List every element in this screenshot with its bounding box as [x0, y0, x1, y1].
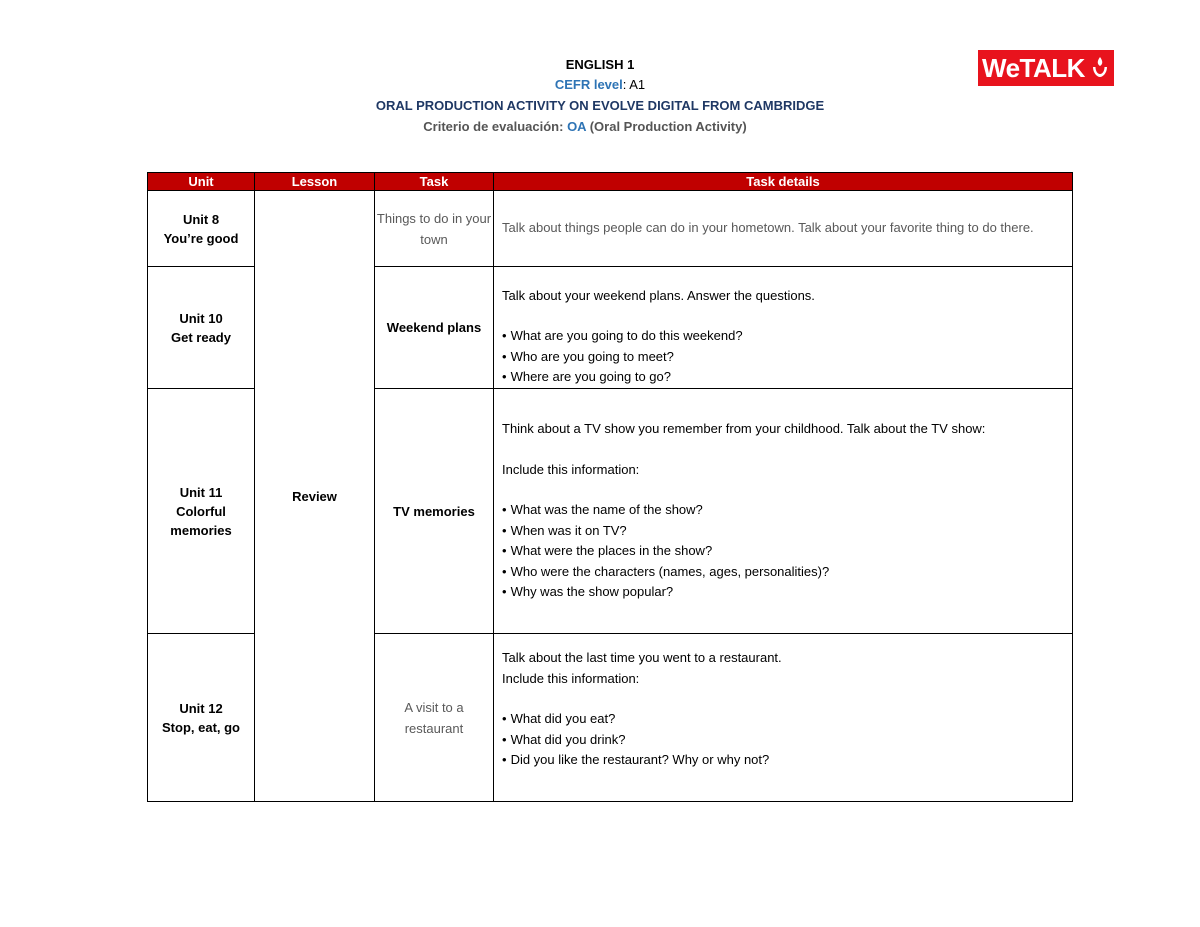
cefr-level-value: A1 — [629, 77, 646, 92]
criteria-description: (Oral Production Activity) — [589, 119, 747, 134]
lesson-label: Review — [292, 488, 337, 504]
unit-title: Colorful — [176, 503, 226, 519]
activity-table — [147, 172, 1073, 802]
task-label: Things to do in your town — [376, 210, 492, 247]
unit-number: Unit 10 — [179, 310, 223, 326]
cefr-level-label: CEFR level — [554, 77, 623, 92]
column-header-unit: Unit — [148, 173, 255, 191]
unit-cell — [148, 389, 255, 634]
unit-number: Unit 11 — [179, 484, 223, 500]
unit-title: You’re good — [163, 230, 239, 246]
question-bullet: • Where are you going to go? — [502, 367, 1064, 388]
wetalk-logo — [978, 50, 1114, 86]
task-details-text: Talk about things people can do in your hometown. Talk about your favorite thing to do there. — [502, 220, 1034, 236]
question-bullet: • What were the places in the show? — [502, 541, 1064, 562]
lesson-cell — [255, 191, 375, 802]
activity-title: ORAL PRODUCTION ACTIVITY ON EVOLVE DIGITAL FROM CAMBRIDGE — [375, 98, 825, 113]
question-bullet: • Why was the show popular? — [502, 582, 1064, 603]
task-cell — [375, 389, 494, 634]
unit-number: Unit 12 — [179, 700, 223, 716]
evaluation-criteria — [0, 117, 1200, 137]
task-label: TV memories — [393, 503, 475, 519]
question-bullet: • What did you eat? — [502, 709, 1064, 730]
task-details-cell — [494, 267, 1073, 389]
column-header-task-details: Task details — [494, 173, 1073, 191]
task-details-text: Talk about the last time you went to a restaurant. — [502, 650, 782, 665]
flame-icon — [1090, 55, 1110, 79]
task-details-subtitle: Include this information: — [502, 461, 640, 477]
task-label: Weekend plans — [386, 320, 482, 335]
course-title: ENGLISH 1 — [565, 57, 635, 72]
table-header-row — [148, 173, 1073, 191]
criteria-code: OA — [567, 119, 587, 134]
unit-number: Unit 8 — [182, 211, 220, 227]
task-details-text: Think about a TV show you remember from your childhood. Talk about the TV show: — [502, 421, 986, 437]
question-bullet: • What was the name of the show? — [502, 500, 1064, 521]
unit-title: Stop, eat, go — [162, 719, 240, 735]
column-header-task: Task — [375, 173, 494, 191]
task-details-cell — [494, 634, 1073, 802]
task-cell — [375, 267, 494, 389]
question-bullet: • What did you drink? — [502, 730, 1064, 751]
task-label: A visit to a — [404, 699, 464, 715]
task-cell — [375, 634, 494, 802]
unit-title: Get ready — [171, 329, 231, 345]
question-bullet: • When was it on TV? — [502, 521, 1064, 542]
task-details-cell — [494, 191, 1073, 267]
task-details-text: Talk about your weekend plans. Answer the questions. — [502, 287, 815, 303]
task-label-cont: restaurant — [404, 720, 464, 736]
cefr-level: CEFR level: A1 — [554, 77, 646, 92]
unit-cell — [148, 191, 255, 267]
criteria-label: Criterio de evaluación: — [423, 119, 564, 134]
unit-title-cont: memories — [170, 522, 232, 538]
table-row — [148, 191, 1073, 267]
question-bullet: • Who are you going to meet? — [502, 347, 1064, 368]
task-details-cell — [494, 389, 1073, 634]
column-header-lesson: Lesson — [255, 173, 375, 191]
unit-cell — [148, 634, 255, 802]
question-bullet: • What are you going to do this weekend? — [502, 326, 1064, 347]
question-bullet: • Who were the characters (names, ages, personalities)? — [502, 562, 1064, 583]
question-bullet: • Did you like the restaurant? Why or why not? — [502, 750, 1064, 771]
logo-text: WeTALK — [982, 53, 1085, 83]
unit-cell — [148, 267, 255, 389]
task-cell — [375, 191, 494, 267]
task-details-subtitle: Include this information: — [502, 670, 640, 686]
